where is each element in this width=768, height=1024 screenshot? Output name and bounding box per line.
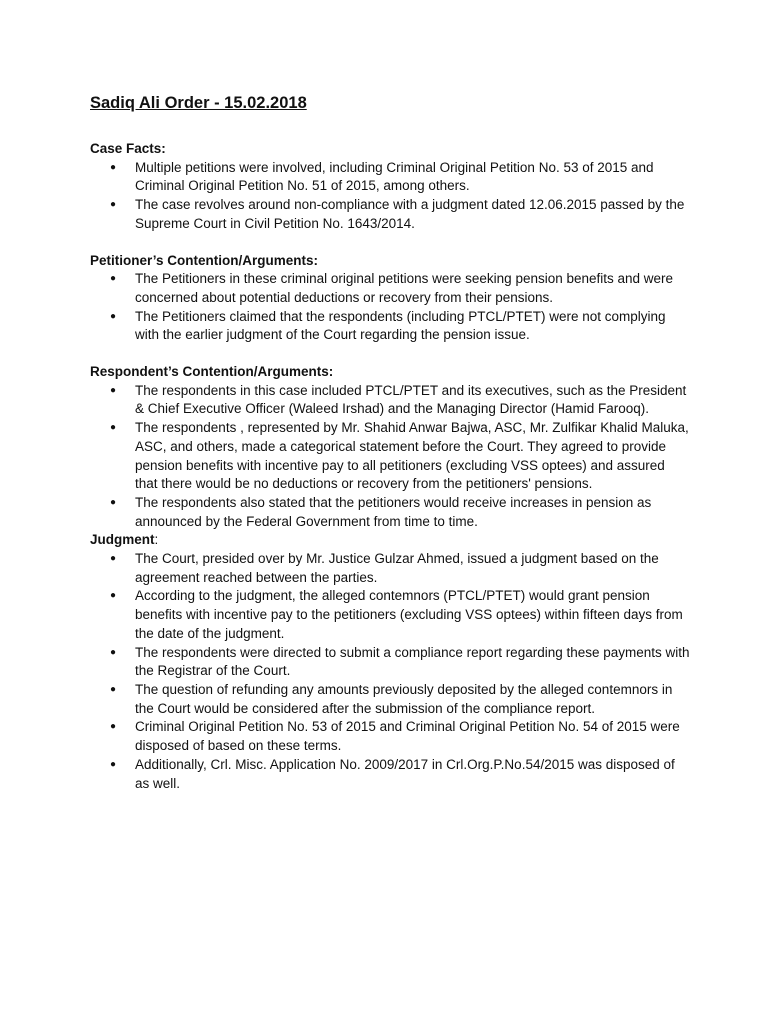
list-item: ● The question of refunding any amounts previously deposited by the alleged contemnors in the Court would be considered after the submission of the compliance report. [90,681,690,718]
section-heading-text: Judgment [90,532,155,548]
petitioner-contention-list [90,270,690,345]
case-facts-list [90,159,690,234]
section-heading-judgment [90,531,690,550]
respondent-contention-list [90,382,690,532]
section-heading-text: Respondent’s Contention/Arguments: [90,364,334,380]
section-heading-text: Petitioner’s Contention/Arguments: [90,252,319,268]
document-content [90,91,690,793]
list-item: ● The Court, presided over by Mr. Justice Gulzar Ahmed, issued a judgment based on the agreement reached between the parties. [90,550,690,587]
list-item: ● According to the judgment, the alleged contemnors (PTCL/PTET) would grant pension benefits with incentive pay to the petitioners (excluding VSS optees) within fifteen days from the date of the judgment. [90,587,690,643]
list-item: ● Additionally, Crl. Misc. Application No. 2009/2017 in Crl.Org.P.No.54/2015 was disposed of as well. [90,756,690,793]
document-title: Sadiq Ali Order - 15.02.2018 [90,94,307,112]
section-heading-case-facts [90,140,690,159]
list-item: ● The Petitioners claimed that the respondents (including PTCL/PTET) were not complying with the earlier judgment of the Court regarding the pension issue. [90,308,690,345]
section-heading-respondent-contention [90,363,690,382]
list-item: ● The respondents also stated that the petitioners would receive increases in pension as announced by the Federal Government from time to time. [90,494,690,531]
list-item: ● The respondents were directed to submit a compliance report regarding these payments with the Registrar of the Court. [90,644,690,681]
list-item: ● The Petitioners in these criminal original petitions were seeking pension benefits and were concerned about potential deductions or recovery from their pensions. [90,270,690,307]
list-item: ● Multiple petitions were involved, including Criminal Original Petition No. 53 of 2015 and Criminal Original Petition No. 51 of 2015, among others. [90,159,690,196]
list-item: ● The respondents in this case included PTCL/PTET and its executives, such as the President & Chief Executive Officer (Waleed Irshad) and the Managing Director (Hamid Farooq). [90,382,690,419]
list-item: ● The case revolves around non-compliance with a judgment dated 12.06.2015 passed by the Supreme Court in Civil Petition No. 1643/2014. [90,196,690,233]
section-heading-petitioner-contention [90,252,690,271]
section-heading-text: Case Facts: [90,141,166,156]
judgment-list [90,550,690,793]
list-item: ● The respondents , represented by Mr. Shahid Anwar Bajwa, ASC, Mr. Zulfikar Khalid Maluka, ASC, and others, made a categorical statement before the Court. They agreed to provide pension benefits with incentive pay to all petitioners (excluding VSS optees) and assured that there would be no deductions or recovery from the petitioners' pensions. [90,419,690,494]
section-heading-colon: : [154,532,159,548]
list-item: ● Criminal Original Petition No. 53 of 2015 and Criminal Original Petition No. 54 of 2015 were disposed of based on these terms. [90,718,690,755]
